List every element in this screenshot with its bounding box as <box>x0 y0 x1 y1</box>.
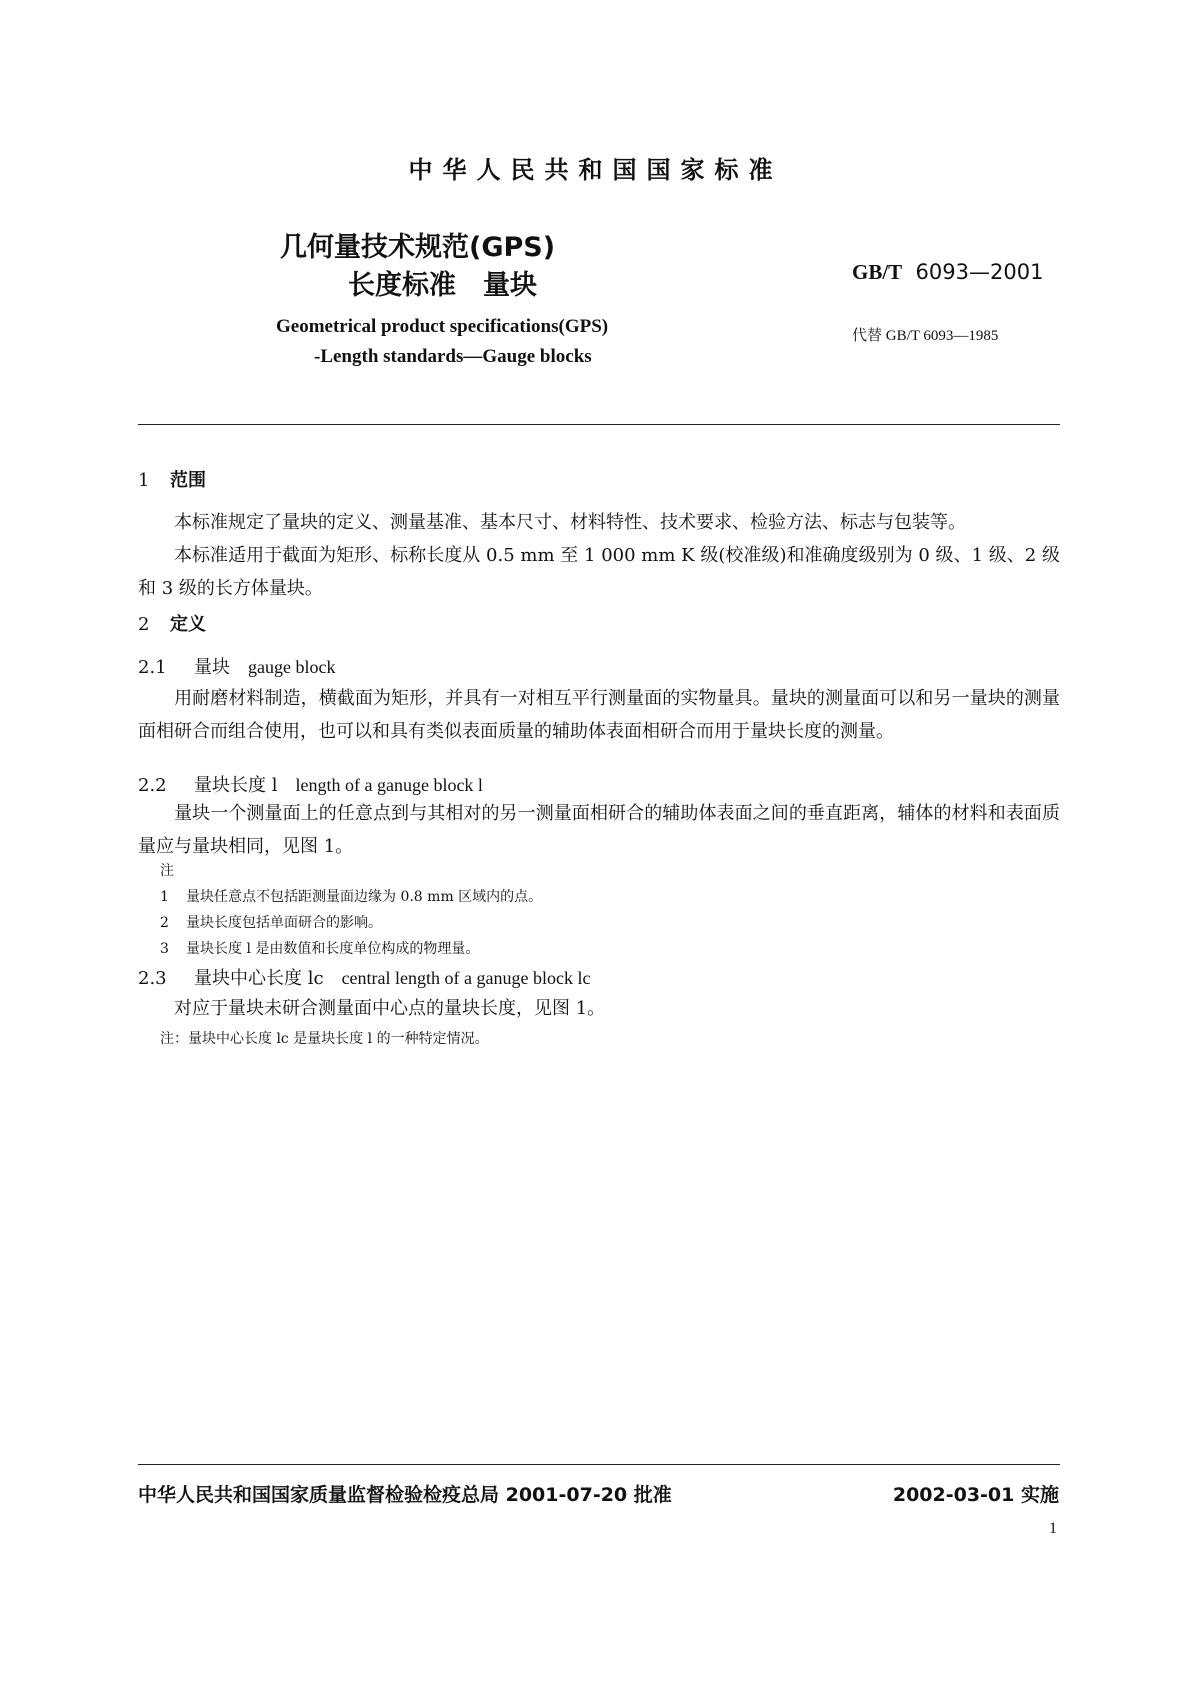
term-2-3-body: 对应于量块未研合测量面中心点的量块长度，见图 1。 <box>174 998 606 1019</box>
replaces-code: 代替 GB/T 6093—1985 <box>852 328 999 344</box>
section-1-paragraph-2 <box>138 539 1060 605</box>
term-2-3-en: central length of a ganuge block lc <box>341 968 591 988</box>
note-text: 量块任意点不包括距测量面边缘为 0.8 mm 区域内的点。 <box>186 889 543 905</box>
term-2-3-number: 2.3 <box>138 968 167 989</box>
term-2-2-body: 量块一个测量面上的任意点到与其相对的另一测量面相研合的辅助体表面之间的垂直距离，辅体的材料和表面质量应与量块相同，见图 1。 <box>138 803 1060 857</box>
section-1-number: 1 <box>138 470 150 491</box>
title-en-line1: Geometrical product specifications(GPS) <box>276 316 609 337</box>
page-number: 1 <box>1049 1520 1057 1537</box>
note-text: 量块长度 l 是由数值和长度单位构成的物理量。 <box>186 941 480 957</box>
section-1-p2-text: 本标准适用于截面为矩形、标称长度从 0.5 mm 至 1 000 mm K 级(校准级)和准确度级别为 0 级、1 级、2 级和 3 级的长方体量块。 <box>138 545 1060 599</box>
effective-statement: 2002-03-01 实施 <box>892 1484 1059 1506</box>
section-1-paragraph-1 <box>138 506 1060 539</box>
section-2-heading <box>138 610 206 636</box>
term-2-1-definition <box>138 682 1060 748</box>
note-number: 2 <box>160 915 169 931</box>
term-2-2-cn: 量块长度 l <box>194 775 278 796</box>
term-2-2-definition <box>138 797 1060 863</box>
footer-divider <box>138 1464 1060 1465</box>
section-1-heading <box>138 466 206 492</box>
term-2-1-number: 2.1 <box>138 657 167 678</box>
title-en-line2: -Length standards—Gauge blocks <box>314 346 592 367</box>
section-1-p1-text: 本标准规定了量块的定义、测量基准、基本尺寸、材料特性、技术要求、检验方法、标志与包装等。 <box>174 512 966 533</box>
note-item <box>160 912 382 932</box>
standard-code <box>852 260 1043 285</box>
standard-code-number: 6093—2001 <box>915 260 1044 284</box>
note-item <box>160 886 542 906</box>
standard-code-prefix: GB/T <box>852 260 903 284</box>
term-2-2-number: 2.2 <box>138 775 167 796</box>
section-2-title: 定义 <box>170 614 206 635</box>
section-2-number: 2 <box>138 614 150 635</box>
term-2-3-note: 注：量块中心长度 lc 是量块长度 l 的一种特定情况。 <box>160 1031 489 1047</box>
note-item <box>160 938 479 958</box>
note-text: 量块长度包括单面研合的影响。 <box>186 915 382 931</box>
national-standard-header: 中华人民共和国国家标准 <box>408 156 783 184</box>
term-2-1-body: 用耐磨材料制造，横截面为矩形，并具有一对相互平行测量面的实物量具。量块的测量面可以和另一量块的测量面相研合而组合使用，也可以和具有类似表面质量的辅助体表面相研合而用于量块长度的测量。 <box>138 688 1060 742</box>
term-2-3-definition <box>138 992 1060 1025</box>
term-2-1 <box>138 653 335 679</box>
note-number: 3 <box>160 941 169 957</box>
issued-statement: 中华人民共和国国家质量监督检验检疫总局 2001-07-20 批准 <box>138 1484 672 1506</box>
term-2-3 <box>138 964 590 990</box>
header-divider <box>138 424 1060 425</box>
term-2-3-cn: 量块中心长度 lc <box>194 968 324 989</box>
note-number: 1 <box>160 889 169 905</box>
section-1-title: 范围 <box>170 470 206 491</box>
term-2-2 <box>138 771 483 797</box>
term-2-1-cn: 量块 <box>194 657 230 678</box>
term-2-1-en: gauge block <box>248 657 336 677</box>
term-2-2-notes-label: 注 <box>160 863 174 879</box>
term-2-2-en: length of a ganuge block l <box>295 775 483 795</box>
title-cn-line2: 长度标准 量块 <box>348 270 537 301</box>
title-cn-line1: 几何量技术规范(GPS) <box>280 232 556 263</box>
